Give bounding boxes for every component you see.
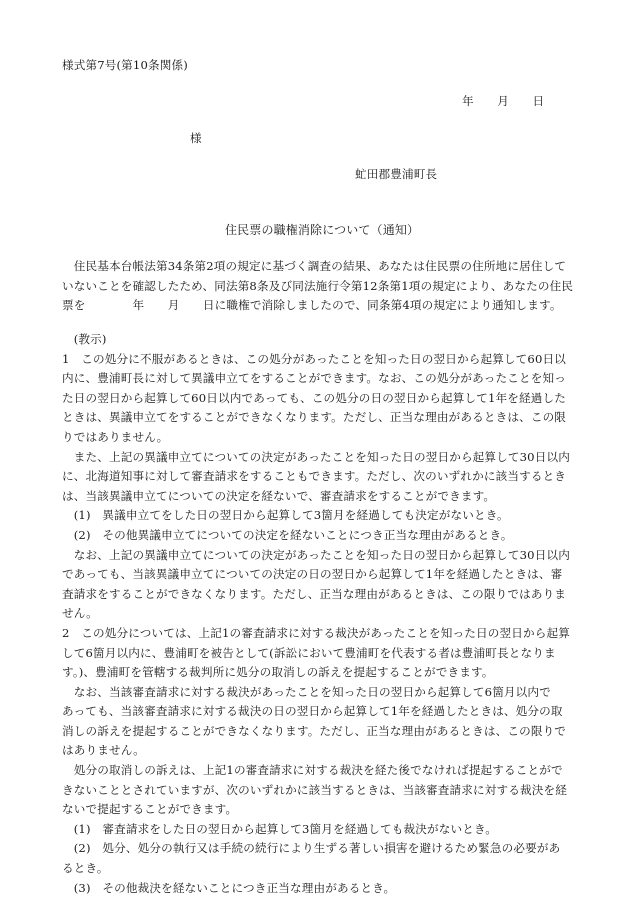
instruction-line: して6箇月以内に、豊浦町を被告として(訴訟において豊浦町を代表する者は豊浦町長となりま xyxy=(62,645,556,660)
instruction-line: せん。 xyxy=(62,606,98,621)
instruction-line: であっても、当該異議申立てについての決定の日の翌日から起算して1年を経過したときは、審 xyxy=(62,567,563,582)
instruction-line: なお、当該審査請求に対する裁決があったことを知った日の翌日から起算して6箇月以内で xyxy=(62,684,551,699)
notice-line: 住民基本台帳法第34条第2項の規定に基づく調査の結果、あなたは住民票の住所地に居住して xyxy=(62,259,567,273)
instruction-line: (教示) xyxy=(62,332,107,346)
instruction-line: るとき。 xyxy=(62,861,109,876)
instruction-line: (3) その他裁決を経ないことにつき正当な理由があるとき。 xyxy=(62,880,396,895)
instruction-line: 2 この処分については、上記1の審査請求に対する裁決があったことを知った日の翌日から起算 xyxy=(62,625,570,640)
recipient-honorific: 様 xyxy=(190,131,202,145)
instruction-line: は、当該異議申立てについての決定を経ないで、審査請求をすることができます。 xyxy=(62,488,496,503)
instruction-line: ないで提起することができます。 xyxy=(62,802,238,817)
instruction-line: 処分の取消しの訴えは、上記1の審査請求に対する裁決を経た後でなければ提起することがで xyxy=(62,763,563,778)
instruction-line: す。)、豊浦町を管轄する裁判所に処分の取消しの訴えを提起することができます。 xyxy=(62,665,494,680)
instruction-line: (2) 処分、処分の執行又は手続の続行により生ずる著しい損害を避けるため緊急の必要があ xyxy=(62,841,561,856)
instruction-line: 1 この処分に不服があるときは、この処分があったことを知った日の翌日から起算して60日以 xyxy=(62,351,566,366)
document-title: 住民票の職権消除について（通知） xyxy=(225,223,420,237)
instruction-line: また、上記の異議申立てについての決定があったことを知った日の翌日から起算して30日以内 xyxy=(62,449,570,464)
instruction-line: 査請求をすることができなくなります。ただし、正当な理由があるときは、この限りではありま xyxy=(62,586,567,601)
form-number: 様式第7号(第10条関係) xyxy=(62,58,188,72)
notice-line: いないことを確認したため、同法第8条及び同法施行令第12条第1項の規定により、あなたの住民 xyxy=(62,278,574,293)
instruction-line: (1) 異議申立てをした日の翌日から起算して3箇月を経過しても決定がないとき。 xyxy=(62,508,509,523)
instruction-line: (1) 審査請求をした日の翌日から起算して3箇月を経過しても裁決がないとき。 xyxy=(62,821,497,836)
sender-name: 虻田郡豊浦町長 xyxy=(355,167,438,181)
instruction-line: 内に、豊浦町長に対して異議申立てをすることができます。なお、この処分があったことを知っ xyxy=(62,371,566,386)
instruction-line: あっても、当該審査請求に対する裁決の日の翌日から起算して1年を経過したときは、処分の取 xyxy=(62,704,563,719)
notice-paragraph xyxy=(62,257,574,316)
instruction-line: た日の翌日から起算して60日以内であっても、この処分の日の翌日から起算して1年を経過した xyxy=(62,390,566,405)
instruction-line: に、北海道知事に対して審査請求をすることもできます。ただし、次のいずれかに該当するとき xyxy=(62,469,567,484)
instruction-line: りではありません。 xyxy=(62,429,169,444)
notice-line: 票を 年 月 日に職権で消除しましたので、同条第4項の規定により通知します。 xyxy=(62,298,562,313)
instruction-line: 消しの訴えを提起することができなくなります。ただし、正当な理由があるときは、この限りで xyxy=(62,723,567,738)
date-line: 年 月 日 xyxy=(462,94,545,108)
instruction-line: はありません。 xyxy=(62,743,145,758)
instruction-section xyxy=(62,330,568,898)
instruction-line: きないこととされていますが、次のいずれかに該当するときは、当該審査請求に対する裁決を経 xyxy=(62,782,567,797)
instruction-line: ときは、異議申立てをすることができなくなります。ただし、正当な理由があるときは、この限 xyxy=(62,410,567,425)
instruction-line: なお、上記の異議申立てについての決定があったことを知った日の翌日から起算して30日以内 xyxy=(62,547,570,562)
instruction-line: (2) その他異議申立てについての決定を経ないことにつき正当な理由があるとき。 xyxy=(62,527,513,542)
